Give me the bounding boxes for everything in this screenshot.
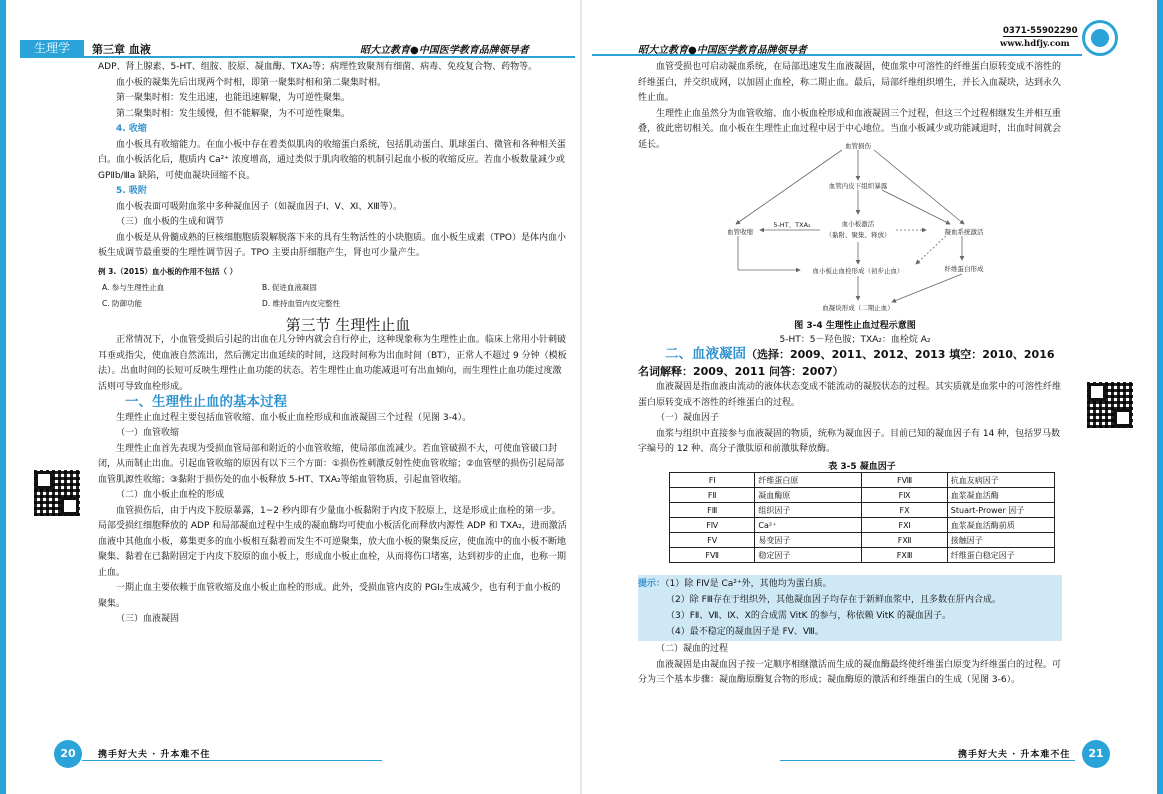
node-subendothelium: 血管内皮下组织暴露 — [828, 182, 888, 190]
tips-label: 提示： — [638, 579, 666, 589]
table-row — [670, 548, 1055, 563]
factor-code-cell: FⅨ — [862, 488, 947, 503]
heading-coagulation-exam-years: （选择：2009、2011、2012、2013 填空：2010、2016 名词解释：2009、2011 问答：2007） — [638, 348, 1055, 378]
paragraph: 血小板的凝集先后出现两个时相，即第一聚集时相和第二聚集时相。 — [116, 77, 387, 88]
factor-name-cell: 血浆凝血活酶 — [947, 488, 1054, 503]
example-options — [98, 280, 568, 312]
paragraph: 血管损伤后，由于内皮下胶原暴露，1~2 秒内即有少量血小板黏附于内皮下胶原上，这是形成止血栓的第一步。局部受损红细胞释放的 ADP 和局部凝血过程中生成的凝血酶均可使血小板活化而释放内源性 ADP 和 TXA₂，进而激活血液中其他血小板，募集更多的血小板相互黏着而发生不可逆聚集，放大血小板的聚集反应，使血流中的血小板不断地聚集、黏着在已黏附固定于内皮下胶原的血小板上，形成血小板止血栓，从而将伤口堵塞，达到初步的止血，也称一期止血。 — [98, 505, 567, 578]
table-row — [670, 518, 1055, 533]
paragraph: 血小板具有收缩能力。在血小板中存在着类似肌肉的收缩蛋白系统，包括肌动蛋白、肌球蛋白、微管和各种相关蛋白。血小板活化后，胞质内 Ca²⁺ 浓度增高，通过类似于肌肉收缩的机制引起血小板的收缩反应。若血小板数量减少或 GPⅡb/Ⅲa 缺陷，可使血凝块回缩不良。 — [98, 139, 567, 181]
node-platelet-plug: 血小板止血栓形成（初步止血） — [812, 267, 904, 275]
factor-code-cell: FⅩⅢ — [862, 548, 947, 563]
chapter-title: 第三章 血液 — [92, 43, 151, 56]
factor-name-cell: 易变因子 — [755, 533, 862, 548]
paragraph: 血小板是从骨髓成熟的巨核细胞胞质裂解脱落下来的具有生物活性的小块胞质。血小板生成素（TPO）是体内血小板生成调节最重要的生理性调节因子。TPO 主要由肝细胞产生，肾也可少量产生。 — [98, 232, 567, 258]
left-page — [0, 0, 580, 794]
factor-name-cell: 凝血酶原 — [755, 488, 862, 503]
example-option: D. 维持血管内皮完整性 — [262, 298, 341, 308]
factor-code-cell: FⅣ — [670, 518, 755, 533]
paragraph: 生理性止血首先表现为受损血管局部和附近的小血管收缩，使局部血流减少。若血管破损不大，可使血管破口封闭，从而制止出血。引起血管收缩的原因有以下三个方面：①损伤性刺激反射性使血管收缩；②血管壁的损伤引起局部血管肌源性收缩；③黏附于损伤处的血小板释放 5-HT、TXA₂等缩血管物质，引起血管收缩。 — [98, 443, 565, 485]
paragraph: ADP、肾上腺素、5-HT、组胺、胶原、凝血酶、TXA₂等；病理性致聚剂有细菌、病毒、免疫复合物、药物等。 — [98, 62, 538, 72]
factor-code-cell: FⅦ — [670, 548, 755, 563]
paragraph: 第一聚集时相：发生迅速，也能迅速解聚，为可逆性聚集。 — [116, 93, 351, 103]
paragraph: （三）血液凝固 — [116, 614, 180, 624]
left-bottom-paragraphs — [98, 411, 568, 628]
left-footer-rule — [82, 760, 382, 761]
node-vessel-injury: 血管损伤 — [845, 142, 871, 150]
right-edge-bar — [1157, 0, 1163, 794]
edge-label-mediators: 5-HT、TXA₂ — [773, 221, 811, 229]
school-logo-icon — [1082, 20, 1118, 56]
right-mid-paragraphs — [638, 380, 1064, 458]
footer-motto-left: 携手好大夫 · 升本难不住 — [98, 750, 211, 760]
subject-tag: 生理学 — [20, 40, 84, 57]
node-platelet-activation: 血小板激活 — [841, 220, 875, 228]
coagulation-factor-table — [669, 472, 1055, 563]
factor-code-cell: FⅫ — [862, 533, 947, 548]
tip-text: （1）除 FⅣ是 Ca²⁺外，其他均为蛋白质。 — [665, 579, 832, 589]
paragraph: （一）凝血因子 — [656, 413, 720, 423]
paragraph: 血液凝固是指血液由流动的液体状态变成不能流动的凝胶状态的过程。其实质就是血浆中的可溶性纤维蛋白原转变成不溶性的纤维蛋白的过程。 — [638, 382, 1062, 408]
right-footer-rule — [780, 760, 1075, 761]
node-coagulation-activation: 凝血系统激活 — [944, 228, 984, 236]
factor-name-cell: Stuart-Prower 因子 — [947, 503, 1054, 518]
right-bottom-body — [638, 642, 1064, 689]
node-fibrin-formation: 纤维蛋白形成 — [944, 265, 984, 273]
left-body — [98, 60, 568, 628]
heading-basic-process: 一、生理性止血的基本过程 — [125, 394, 287, 410]
tip-item — [638, 576, 1062, 592]
tip-text: （4）最不稳定的凝血因子是 FⅤ、Ⅷ。 — [666, 627, 824, 637]
paragraph: （一）血管收缩 — [116, 428, 180, 438]
node-clot-formation: 血凝块形成（二期止血） — [822, 304, 894, 312]
table-row — [670, 533, 1055, 548]
factor-code-cell: FⅡ — [670, 488, 755, 503]
qr-code-icon-right[interactable] — [1087, 382, 1133, 428]
factor-code-cell: FⅩ — [862, 503, 947, 518]
factor-code-cell: FⅠ — [670, 473, 755, 488]
factor-name-cell: 纤维蛋白原 — [755, 473, 862, 488]
tips-rows — [638, 576, 1062, 640]
brand-slogan-right: 昭大立教育●中国医学教育品牌领导者 — [638, 45, 807, 56]
left-edge-bar — [0, 0, 6, 794]
tip-item — [638, 592, 1062, 608]
example-option: C. 防御功能 — [102, 298, 143, 308]
table-row — [670, 473, 1055, 488]
subheading: 5. 吸附 — [116, 186, 147, 196]
brand-slogan: 昭大立教育●中国医学教育品牌领导者 — [360, 45, 529, 56]
factor-code-cell: FⅪ — [862, 518, 947, 533]
paragraph: 血管受损也可启动凝血系统，在局部迅速发生血液凝固，使血浆中可溶性的纤维蛋白原转变成不溶性的纤维蛋白，并交织成网，以加固止血栓，称二期止血。最后，局部纤维组织增生，并长入血凝块，达到永久性止血。 — [638, 62, 1062, 103]
heading-coagulation — [638, 346, 1064, 380]
paragraph: 第二聚集时相：发生缓慢，但不能解聚，为不可逆性聚集。 — [116, 108, 351, 119]
phone-number: 0371-55902290 — [1003, 26, 1078, 36]
paragraph: 血浆与组织中直接参与血液凝固的物质，统称为凝血因子。目前已知的凝血因子有 14 种，包括罗马数字编号的 12 种、高分子激肽原和前激肽释放酶。 — [638, 428, 1061, 454]
factor-code-cell: FⅤ — [670, 533, 755, 548]
tips-box — [638, 575, 1062, 641]
factor-name-cell: 抗血友病因子 — [947, 473, 1054, 488]
factor-name-cell: 组织因子 — [755, 503, 862, 518]
node-vasoconstriction: 血管收缩 — [727, 228, 753, 236]
page-number-right: 21 — [1082, 740, 1110, 768]
figure-caption: 图 3-4 生理性止血过程示意图 — [794, 321, 916, 331]
paragraph: 血液凝固是由凝血因子按一定顺序相继激活而生成的凝血酶最终使纤维蛋白原变为纤维蛋白的过程。可分为三个基本步骤：凝血酶原酶复合物的形成；凝血酶原的激活和纤维蛋白的生成（见图 3-6）。 — [638, 659, 1062, 685]
section-title: 第三节 生理性止血 — [285, 315, 411, 334]
tip-item — [638, 608, 1062, 624]
example-question-text: 例 3.（2015）血小板的作用不包括（ ） — [98, 266, 238, 276]
paragraph: 生理性止血虽然分为血管收缩、血小板血栓形成和血液凝固三个过程，但这三个过程相继发生并相互重叠，彼此密切相关。血小板在生理性止血过程中居于中心地位。当血小板减少或功能减退时，出血时间就会延长。 — [638, 108, 1062, 150]
tip-text: （3）FⅡ、Ⅶ、Ⅸ、Ⅹ的合成需 VitK 的参与，称依赖 VitK 的凝血因子。 — [666, 611, 952, 621]
factor-code-cell: FⅧ — [862, 473, 947, 488]
example-question — [98, 264, 568, 312]
paragraph: 一期止血主要依赖于血管收缩及血小板止血栓的形成。此外，受损血管内皮的 PGI₂生成减少，也有利于血小板的聚集。 — [98, 583, 561, 609]
heading-coagulation-main: 二、血液凝固 — [665, 346, 746, 362]
table-title: 表 3-5 凝血因子 — [828, 462, 896, 472]
subheading: 4. 收缩 — [116, 124, 147, 134]
factor-name-cell: Ca²⁺ — [755, 518, 862, 533]
factor-name-cell: 稳定因子 — [755, 548, 862, 563]
paragraph: （二）凝血的过程 — [656, 644, 729, 654]
paragraph: 正常情况下，小血管受损后引起的出血在几分钟内就会自行停止，这种现象称为生理性止血。临床上常用小针刺破耳垂或指尖，使血液自然流出，然后测定出血延续的时间，这段时间称为出血时间（BT），正常人不超过 9 分钟（模板法）。出血时间的长短可反映生理性止血功能的状态。若生理性止血功能减退可有出血倾向，而生理性止血功能过度激活则可导致血栓形成。 — [98, 335, 567, 392]
left-top-paragraphs — [98, 60, 568, 262]
table-row — [670, 488, 1055, 503]
qr-code-icon[interactable] — [34, 470, 80, 516]
right-bottom-paragraphs — [638, 642, 1064, 689]
right-mid-body — [638, 346, 1064, 458]
hemostasis-diagram — [702, 138, 1012, 316]
paragraph: 生理性止血过程主要包括血管收缩、血小板止血栓形成和血液凝固三个过程（见图 3-4）。 — [116, 412, 472, 423]
section-paragraphs — [98, 333, 568, 395]
footer-motto-right: 携手好大夫 · 升本难不住 — [958, 750, 1071, 760]
page-number-left: 20 — [54, 740, 82, 768]
factor-code-cell: FⅢ — [670, 503, 755, 518]
factor-name-cell: 纤维蛋白稳定因子 — [947, 548, 1054, 563]
figure-note: 5-HT：5－羟色胺；TXA₂：血栓烷 A₂ — [779, 335, 931, 345]
table-row — [670, 503, 1055, 518]
tip-text: （2）除 FⅢ存在于组织外，其他凝血因子均存在于新鲜血浆中，且多数在肝内合成。 — [666, 595, 1001, 605]
factor-name-cell: 血浆凝血活酶前质 — [947, 518, 1054, 533]
example-option: B. 促进血液凝固 — [262, 282, 317, 292]
paragraph: （三）血小板的生成和调节 — [116, 217, 225, 227]
example-option: A. 参与生理性止血 — [102, 282, 165, 292]
factor-name-cell: 接触因子 — [947, 533, 1054, 548]
paragraph: （二）血小板止血栓的形成 — [116, 490, 225, 500]
website-link[interactable]: www.hdfjy.com — [1000, 39, 1070, 49]
paragraph: 血小板表面可吸附血浆中多种凝血因子（如凝血因子Ⅰ、Ⅴ、Ⅺ、ⅩⅢ等）。 — [116, 201, 403, 212]
node-platelet-activation-detail: （黏附、聚集、释放） — [825, 231, 891, 239]
tip-item — [638, 624, 1062, 640]
